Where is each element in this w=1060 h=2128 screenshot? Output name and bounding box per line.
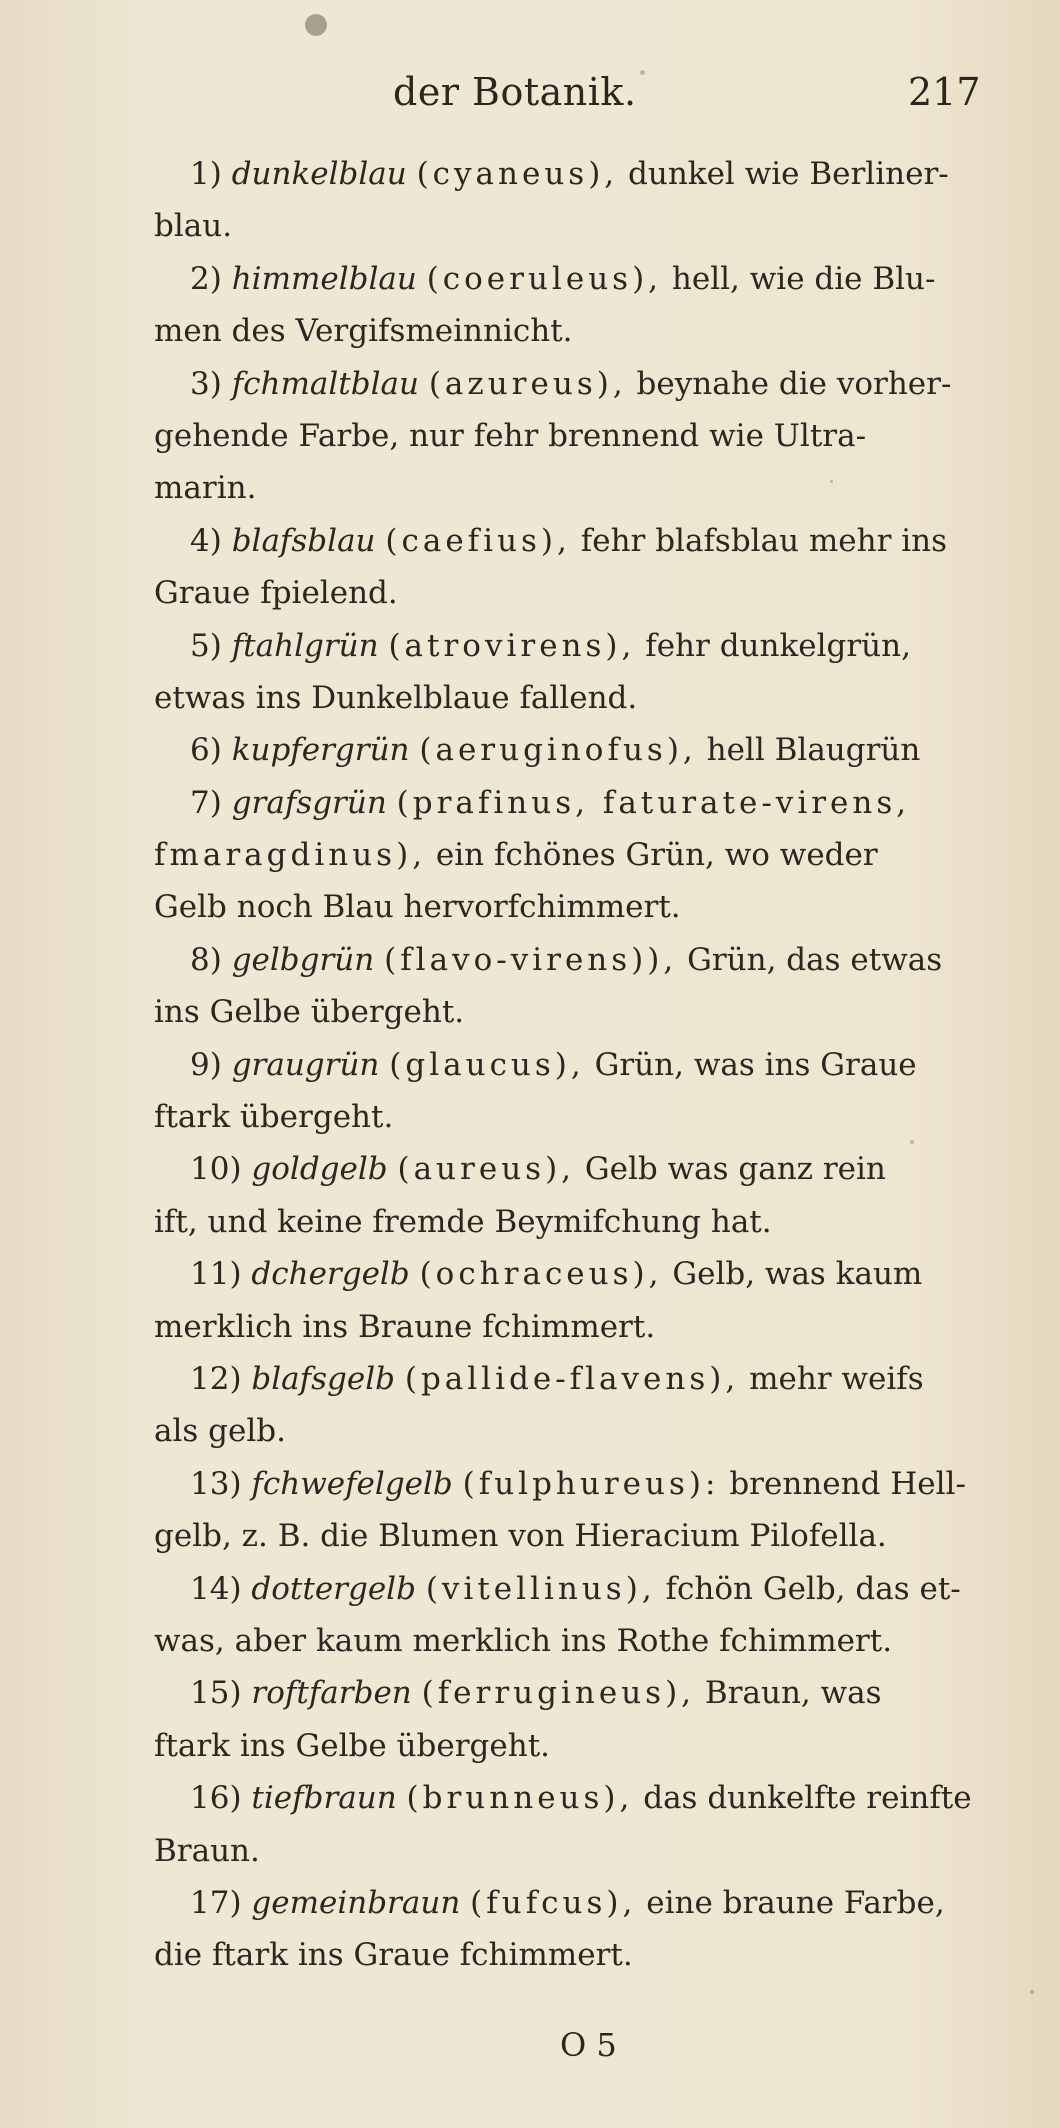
text-line: [154, 620, 1024, 672]
color-term: fchwefelgelb: [251, 1465, 453, 1502]
text-line: [154, 1458, 1024, 1510]
color-term: goldgelb: [251, 1151, 388, 1188]
description-text: blau.: [154, 208, 233, 245]
color-term: blafsgelb: [251, 1360, 395, 1397]
description-text: hell, wie die Blu-: [671, 260, 936, 297]
text-line: [154, 1091, 1024, 1143]
color-term: grafsgrün: [231, 784, 387, 821]
color-term: roftfarben: [251, 1675, 412, 1712]
entry-number: 4): [190, 522, 222, 559]
description-text: eine braune Farbe,: [646, 1884, 945, 1921]
entry-number: 15): [190, 1675, 242, 1712]
text-line: [154, 1720, 1024, 1772]
text-line: [154, 1772, 1024, 1824]
entry-number: 17): [190, 1884, 242, 1921]
latin-name: (aeruginofus),: [419, 732, 697, 769]
color-term: kupfergrün: [231, 732, 410, 769]
latin-name: (brunneus),: [406, 1780, 634, 1817]
color-term: blafsblau: [231, 522, 376, 559]
text-line: [154, 829, 1024, 881]
text-line: [154, 305, 1024, 357]
description-text: marin.: [154, 470, 257, 507]
latin-name: (coeruleus),: [426, 260, 663, 297]
latin-name: (pallide-flavens),: [404, 1360, 740, 1397]
color-term: dunkelblau: [231, 156, 407, 192]
color-term: ftahlgrün: [231, 627, 379, 664]
entry-number: 14): [190, 1570, 242, 1607]
description-text: fehr blafsblau mehr ins: [580, 522, 948, 559]
color-term: gemeinbraun: [251, 1884, 461, 1921]
text-line: [154, 1039, 1024, 1091]
description-text: ins Gelbe übergeht.: [154, 994, 465, 1031]
color-term: fchmaltblau: [231, 365, 419, 402]
latin-name: (atrovirens),: [388, 627, 636, 664]
text-line: [154, 1196, 1024, 1248]
speck: [1030, 1990, 1034, 1994]
description-text: etwas ins Dunkelblaue fallend.: [154, 679, 638, 716]
entry-number: 8): [190, 941, 222, 978]
entry-number: 10): [190, 1151, 242, 1188]
entry-number: 7): [190, 784, 222, 821]
color-term: dchergelb: [251, 1256, 410, 1293]
description-text: fchön Gelb, das et-: [665, 1570, 961, 1607]
description-text: Gelb noch Blau hervorfchimmert.: [154, 889, 681, 926]
text-line: [154, 515, 1024, 567]
color-term: graugrün: [231, 1046, 380, 1083]
page-number: 217: [908, 70, 981, 114]
text-line: [154, 1877, 1024, 1929]
description-text: die ftark ins Graue fchimmert.: [154, 1937, 633, 1974]
latin-name: (glaucus),: [389, 1046, 585, 1083]
description-text: dunkel wie Berliner-: [628, 156, 949, 192]
text-line: [154, 934, 1024, 986]
text-line: [154, 1143, 1024, 1195]
text-line: [154, 1615, 1024, 1667]
running-head: der Botanik.: [393, 70, 637, 114]
latin-name: (fulphureus):: [462, 1465, 720, 1502]
body-text: [154, 148, 1024, 1982]
description-text: Braun.: [154, 1832, 260, 1869]
text-line: [154, 1667, 1024, 1719]
description-text: men des Vergifsmeinnicht.: [154, 313, 573, 350]
entry-number: 1): [190, 156, 222, 192]
color-term: gelbgrün: [231, 941, 375, 978]
text-line: [154, 881, 1024, 933]
description-text: ift, und keine fremde Beymifchung hat.: [154, 1203, 772, 1240]
description-text: merklich ins Braune fchimmert.: [154, 1308, 656, 1345]
latin-name: (vitellinus),: [425, 1570, 656, 1607]
description-text: als gelb.: [154, 1413, 286, 1450]
latin-name: (ferrugineus),: [421, 1675, 696, 1712]
entry-number: 12): [190, 1360, 242, 1397]
latin-name: (prafinus, faturate-virens,: [396, 784, 911, 821]
latin-name: (flavo-virens)),: [384, 941, 678, 978]
entry-number: 5): [190, 627, 222, 664]
text-line: [154, 672, 1024, 724]
text-line: [154, 1510, 1024, 1562]
text-line: [154, 148, 1024, 200]
entry-number: 16): [190, 1780, 242, 1817]
latin-name: (azureus),: [428, 365, 627, 402]
text-line: [154, 1353, 1024, 1405]
text-line: [154, 200, 1024, 252]
text-line: [154, 777, 1024, 829]
description-text: gelb, z. B. die Blumen von Hieracium Pilofella.: [154, 1518, 887, 1555]
page-header: [0, 70, 1060, 130]
text-line: [154, 410, 1024, 462]
text-line: [154, 462, 1024, 514]
text-line: [154, 358, 1024, 410]
latin-name: (cyaneus),: [416, 156, 619, 192]
entry-number: 6): [190, 732, 222, 769]
entry-number: 3): [190, 365, 222, 402]
entry-number: 2): [190, 260, 222, 297]
entry-number: 9): [190, 1046, 222, 1083]
description-text: fehr dunkelgrün,: [645, 627, 911, 664]
text-line: [154, 253, 1024, 305]
description-text: hell Blaugrün: [706, 732, 921, 769]
text-line: [154, 1563, 1024, 1615]
description-text: das dunkelfte reinfte: [643, 1780, 972, 1817]
description-text: gehende Farbe, nur fehr brennend wie Ultra-: [154, 417, 867, 454]
color-term: himmelblau: [231, 260, 417, 297]
text-line: [154, 1248, 1024, 1300]
text-line: [154, 1405, 1024, 1457]
latin-name: (fufcus),: [470, 1884, 637, 1921]
ink-blot: [305, 14, 327, 36]
signature-mark: O 5: [560, 2026, 617, 2064]
description-text: Braun, was: [704, 1675, 882, 1712]
description-text: ftark übergeht.: [154, 1099, 394, 1136]
text-line: [154, 986, 1024, 1038]
description-text: ftark ins Gelbe übergeht.: [154, 1727, 551, 1764]
text-line: [154, 1301, 1024, 1353]
entry-number: 11): [190, 1256, 242, 1293]
latin-name: (aureus),: [397, 1151, 576, 1188]
description-text: beynahe die vorher-: [636, 365, 952, 402]
description-text: Gelb, was kaum: [672, 1256, 923, 1293]
color-term: tiefbraun: [251, 1780, 397, 1817]
text-line: [154, 1825, 1024, 1877]
latin-name: (ochraceus),: [419, 1256, 663, 1293]
description-text: was, aber kaum merklich ins Rothe fchimmert.: [154, 1622, 893, 1659]
description-text: Grün, das etwas: [687, 941, 943, 978]
description-text: brennend Hell-: [729, 1465, 966, 1502]
description-text: ein fchönes Grün, wo weder: [435, 837, 878, 874]
text-line: [154, 724, 1024, 776]
description-text: mehr weifs: [749, 1360, 924, 1397]
text-line: [154, 567, 1024, 619]
description-text: Gelb was ganz rein: [584, 1151, 886, 1188]
text-line: [154, 1929, 1024, 1981]
latin-name: (caefius),: [385, 522, 571, 559]
entry-number: 13): [190, 1465, 242, 1502]
description-text: Graue fpielend.: [154, 575, 398, 612]
latin-name: fmaragdinus),: [154, 837, 427, 874]
description-text: Grün, was ins Graue: [594, 1046, 917, 1083]
color-term: dottergelb: [251, 1570, 416, 1607]
